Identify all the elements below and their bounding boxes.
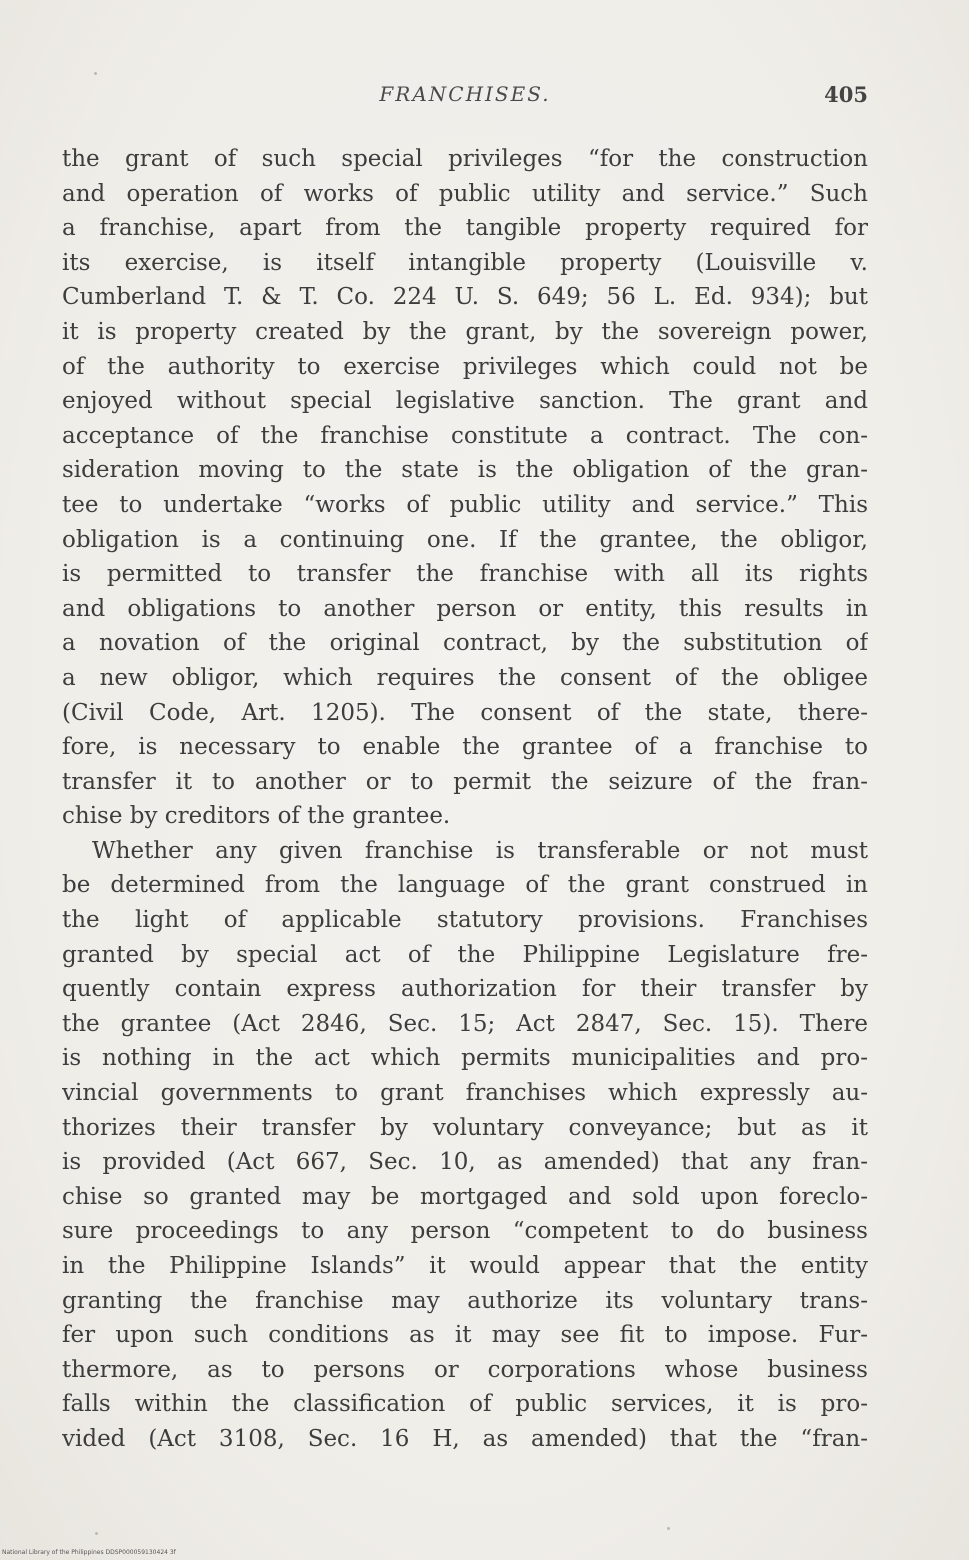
text-line: a novation of the original contract, by the substitution of [62, 630, 868, 657]
text-line: it is property created by the grant, by the sovereign power, [62, 318, 868, 345]
text-line: be determined from the language of the grant construed in [62, 872, 868, 899]
page-number: 405 [824, 82, 868, 107]
text-line: acceptance of the franchise constitute a contract. The con- [62, 422, 868, 449]
text-line: sure proceedings to any person “competent to do business [62, 1218, 868, 1245]
text-line: chise so granted may be mortgaged and sold upon foreclo- [62, 1183, 868, 1210]
text-line: of the authority to exercise privileges which could not be [62, 353, 868, 380]
paper-speck [667, 1527, 670, 1530]
paragraph-1 [62, 142, 868, 834]
paragraph-2 [62, 834, 868, 1457]
text-line: vided (Act 3108, Sec. 16 H, as amended) that the “fran- [62, 1425, 868, 1452]
running-title: FRANCHISES. [379, 82, 551, 106]
text-line: granting the franchise may authorize its voluntary trans- [62, 1287, 868, 1314]
text-line: Whether any given franchise is transferable or not must [92, 837, 868, 864]
text-line: fer upon such conditions as it may see fit to impose. Fur- [62, 1322, 868, 1349]
text-line: and operation of works of public utility and service.” Such [62, 180, 868, 207]
text-line: is provided (Act 667, Sec. 10, as amended) that any fran- [62, 1149, 868, 1176]
page-header [62, 82, 868, 112]
text-line: is nothing in the act which permits municipalities and pro- [62, 1045, 868, 1072]
text-line: enjoyed without special legislative sanction. The grant and [62, 388, 868, 415]
text-line: (Civil Code, Art. 1205). The consent of the state, there- [62, 699, 868, 726]
text-line: its exercise, is itself intangible property (Louisville v. [62, 249, 868, 276]
text-line: tee to undertake “works of public utility and service.” This [62, 491, 868, 518]
library-credit: National Library of the Philippines DDSP000059130424 3f [2, 1549, 176, 1556]
text-line: the light of applicable statutory provisions. Franchises [62, 907, 868, 934]
text-line: transfer it to another or to permit the seizure of the fran- [62, 768, 868, 795]
text-line: thorizes their transfer by voluntary conveyance; but as it [62, 1114, 868, 1141]
paper-speck [95, 1532, 98, 1535]
text-line: the grant of such special privileges “for the construction [62, 146, 868, 172]
text-line: sideration moving to the state is the obligation of the gran- [62, 457, 868, 484]
text-line: granted by special act of the Philippine Legislature fre- [62, 941, 868, 968]
text-line: is permitted to transfer the franchise with all its rights [62, 561, 868, 588]
text-line: falls within the classification of public services, it is pro- [62, 1391, 868, 1418]
text-line: a franchise, apart from the tangible property required for [62, 215, 868, 242]
paper-speck [94, 72, 97, 75]
text-line: fore, is necessary to enable the grantee of a franchise to [62, 734, 868, 761]
body-text [62, 142, 868, 1457]
text-line: quently contain express authorization for their transfer by [62, 976, 868, 1003]
text-line: and obligations to another person or entity, this results in [62, 595, 868, 622]
text-line: Cumberland T. & T. Co. 224 U. S. 649; 56 L. Ed. 934); but [62, 284, 868, 311]
text-line: chise by creditors of the grantee. [62, 803, 451, 830]
text-line: vincial governments to grant franchises which expressly au- [62, 1080, 868, 1107]
text-line: obligation is a continuing one. If the grantee, the obligor, [62, 526, 868, 553]
text-line: the grantee (Act 2846, Sec. 15; Act 2847, Sec. 15). There [62, 1010, 868, 1037]
text-line: in the Philippine Islands” it would appear that the entity [62, 1253, 868, 1279]
text-line: thermore, as to persons or corporations whose business [62, 1356, 868, 1383]
text-line: a new obligor, which requires the consent of the obligee [62, 664, 868, 691]
